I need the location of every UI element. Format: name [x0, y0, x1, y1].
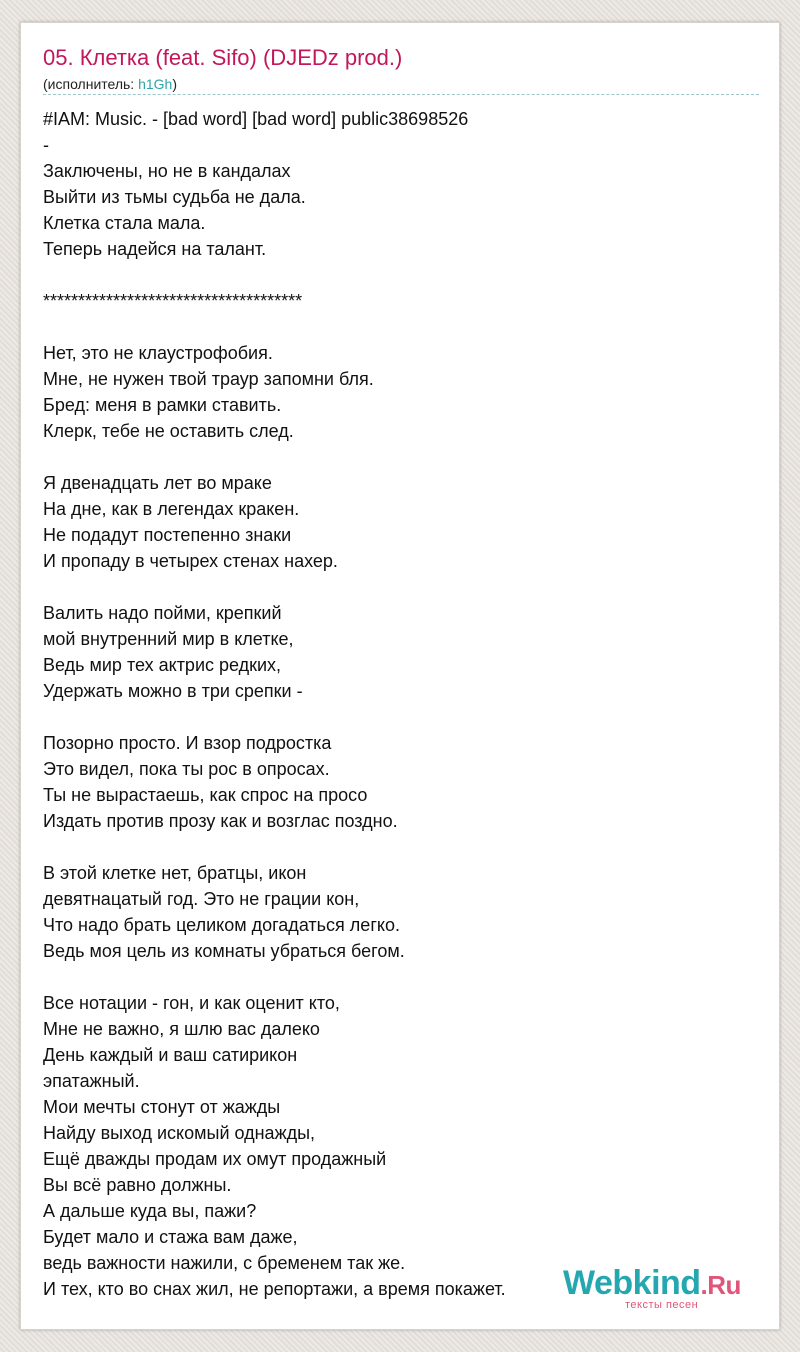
lyric-line: Мне не важно, я шлю вас далеко	[43, 1019, 320, 1039]
byline-prefix: (исполнитель:	[43, 76, 139, 92]
header-divider	[43, 94, 759, 95]
lyric-line: Будет мало и стажа вам даже,	[43, 1227, 298, 1247]
lyrics-card	[20, 22, 780, 1330]
lyric-line: И пропаду в четырех стенах нахер.	[43, 551, 338, 571]
lyric-line: В этой клетке нет, братцы, икон	[43, 863, 307, 883]
lyrics-text	[43, 106, 763, 1302]
lyric-line	[43, 704, 763, 730]
lyric-line: Ещё дважды продам их омут продажный	[43, 1149, 387, 1169]
logo-brand-tld: .Ru	[700, 1270, 741, 1300]
lyric-line	[43, 314, 763, 340]
song-title: 05. Клетка (feat. Sifo) (DJEDz prod.)	[43, 45, 403, 70]
lyric-line: Валить надо пойми, крепкий	[43, 603, 282, 623]
lyric-line	[43, 444, 763, 470]
lyric-line: Это видел, пока ты рос в опросах.	[43, 759, 330, 779]
lyric-line: Не подадут постепенно знаки	[43, 525, 292, 545]
lyric-line: Мне, не нужен твой траур запомни бля.	[43, 369, 374, 389]
lyric-line: Нет, это не клаустрофобия.	[43, 343, 273, 363]
lyric-line: #IAM: Music. - [bad word] [bad word] public38698526	[43, 109, 469, 129]
lyric-line: мой внутренний мир в клетке,	[43, 629, 294, 649]
lyric-line: И тех, кто во снах жил, не репортажи, а время покажет.	[43, 1279, 506, 1299]
lyric-line: Позорно просто. И взор подростка	[43, 733, 332, 753]
lyric-line: Клерк, тебе не оставить след.	[43, 421, 294, 441]
artist-byline	[43, 75, 177, 93]
lyric-line: Ведь моя цель из комнаты убраться бегом.	[43, 941, 405, 961]
logo-brand-name: Webkind	[563, 1264, 701, 1302]
lyric-line: эпатажный.	[43, 1071, 140, 1091]
lyric-line	[43, 574, 763, 600]
byline-suffix: )	[172, 76, 178, 92]
lyric-line: Клетка стала мала.	[43, 213, 206, 233]
lyric-line: Издать против прозу как и возглас поздно.	[43, 811, 398, 831]
lyric-line: День каждый и ваш сатирикон	[43, 1045, 298, 1065]
lyric-line: Вы всё равно должны.	[43, 1175, 232, 1195]
lyric-line: Ведь мир тех актрис редких,	[43, 655, 282, 675]
lyric-line: Мои мечты стонут от жажды	[43, 1097, 281, 1117]
logo-tagline: тексты песен	[625, 1299, 699, 1311]
lyric-line: Заключены, но не в кандалах	[43, 161, 291, 181]
lyric-line: девятнацатый год. Это не грации кон,	[43, 889, 360, 909]
lyric-line: Удержать можно в три срепки -	[43, 681, 303, 701]
lyric-line: Найду выход искомый однажды,	[43, 1123, 316, 1143]
site-logo[interactable]	[563, 1265, 763, 1309]
lyric-line	[43, 262, 763, 288]
lyric-line: Что надо брать целиком догадаться легко.	[43, 915, 400, 935]
logo-brand	[563, 1265, 741, 1303]
lyric-line: Выйти из тьмы судьба не дала.	[43, 187, 306, 207]
lyric-line: *************************************	[43, 291, 303, 311]
lyric-line: Все нотации - гон, и как оценит кто,	[43, 993, 340, 1013]
artist-link[interactable]: h1Gh	[138, 76, 173, 92]
lyric-line: Ты не вырастаешь, как спрос на просо	[43, 785, 368, 805]
lyric-line: На дне, как в легендах кракен.	[43, 499, 300, 519]
lyric-line: Я двенадцать лет во мраке	[43, 473, 272, 493]
lyric-line: Бред: меня в рамки ставить.	[43, 395, 282, 415]
lyric-line: ведь важности нажили, с бременем так же.	[43, 1253, 406, 1273]
lyric-line	[43, 834, 763, 860]
lyric-line: А дальше куда вы, пажи?	[43, 1201, 257, 1221]
lyric-line	[43, 964, 763, 990]
lyric-line: -	[43, 135, 49, 155]
lyric-line: Теперь надейся на талант.	[43, 239, 267, 259]
